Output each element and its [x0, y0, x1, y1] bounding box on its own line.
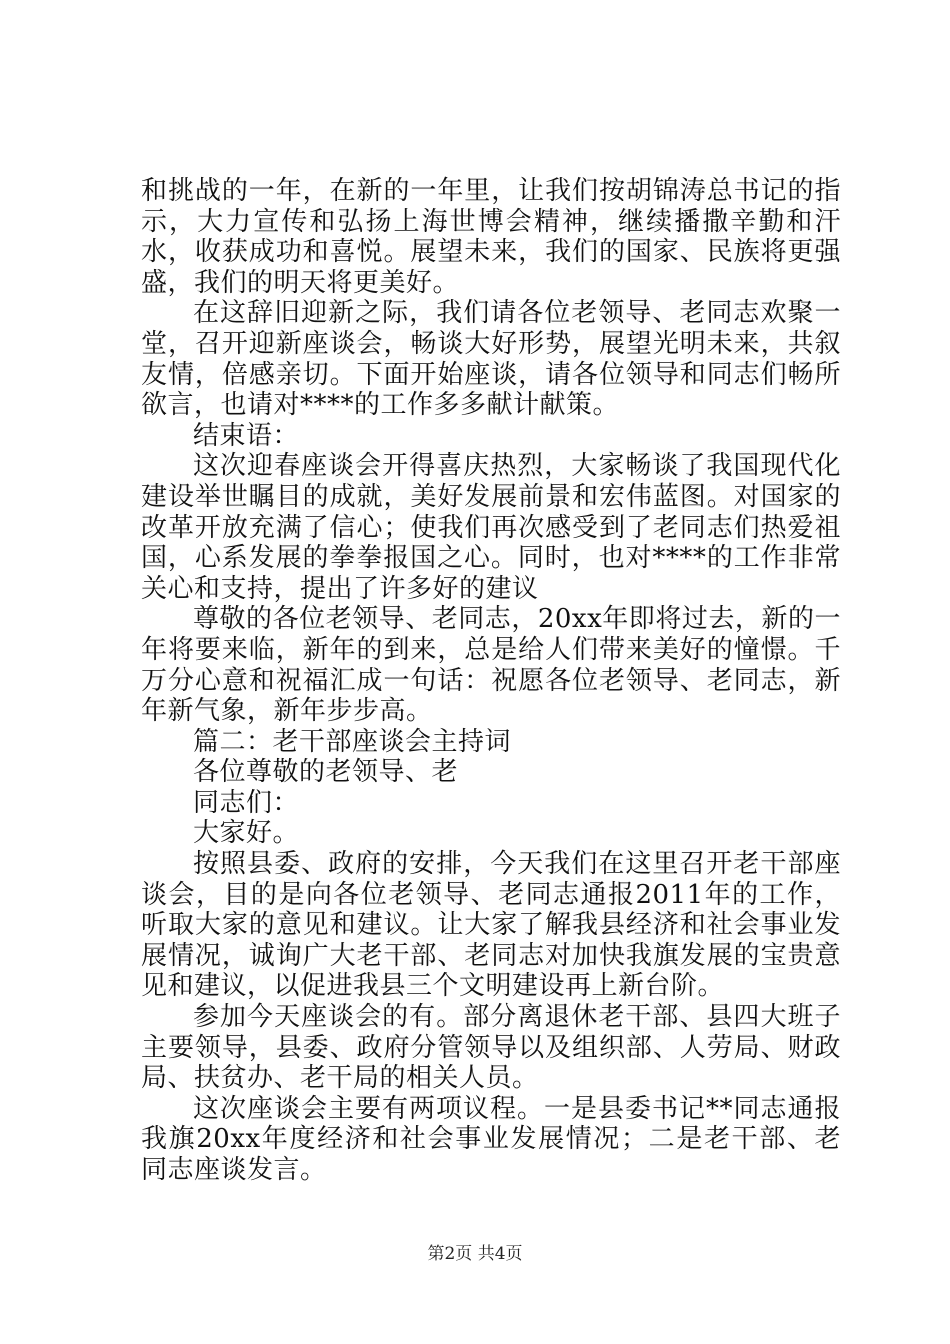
paragraph: 按照县委、政府的安排，今天我们在这里召开老干部座谈会，目的是向各位老领导、老同志通报2011年的工作，听取大家的意见和建议。让大家了解我县经济和社会事业发展情况，诚询广大老干部、老同志对加快我旗发展的宝贵意见和建议，以促进我县三个文明建设再上新台阶。 — [141, 849, 841, 1002]
page-number-footer: 第2页 共4页 — [427, 1244, 523, 1264]
section-heading: 篇二：老干部座谈会主持词 — [193, 726, 512, 757]
paragraph: 和挑战的一年，在新的一年里，让我们按胡锦涛总书记的指示，大力宣传和弘扬上海世博会精神，继续播撒辛勤和汗水，收获成功和喜悦。展望未来，我们的国家、民族将更强盛，我们的明天将更美好。 — [141, 176, 841, 298]
paragraph: 大家好。 — [193, 818, 300, 849]
paragraph: 结束语： — [193, 420, 300, 451]
document-body — [141, 176, 841, 1186]
paragraph: 各位尊敬的老领导、老 — [193, 757, 459, 788]
paragraph: 参加今天座谈会的有。部分离退休老干部、县四大班子主要领导，县委、政府分管领导以及组织部、人劳局、财政局、扶贫办、老干局的相关人员。 — [141, 1002, 841, 1094]
paragraph: 这次迎春座谈会开得喜庆热烈，大家畅谈了我国现代化建设举世瞩目的成就，美好发展前景和宏伟蓝图。对国家的改革开放充满了信心；使我们再次感受到了老同志们热爱祖国，心系发展的拳拳报国之心。同时，也对****的工作非常关心和支持，提出了许多好的建议 — [141, 451, 841, 604]
paragraph: 尊敬的各位老领导、老同志，20xx年即将过去，新的一年将要来临，新年的到来，总是给人们带来美好的憧憬。千万分心意和祝福汇成一句话：祝愿各位老领导、老同志，新年新气象，新年步步高。 — [141, 604, 841, 727]
paragraph: 同志们： — [193, 787, 300, 818]
paragraph: 在这辞旧迎新之际，我们请各位老领导、老同志欢聚一堂，召开迎新座谈会，畅谈大好形势，展望光明未来，共叙友情，倍感亲切。下面开始座谈，请各位领导和同志们畅所欲言，也请对****的工作多多献计献策。 — [141, 298, 841, 421]
paragraph: 这次座谈会主要有两项议程。一是县委书记**同志通报我旗20xx年度经济和社会事业发展情况；二是老干部、老同志座谈发言。 — [141, 1093, 841, 1185]
